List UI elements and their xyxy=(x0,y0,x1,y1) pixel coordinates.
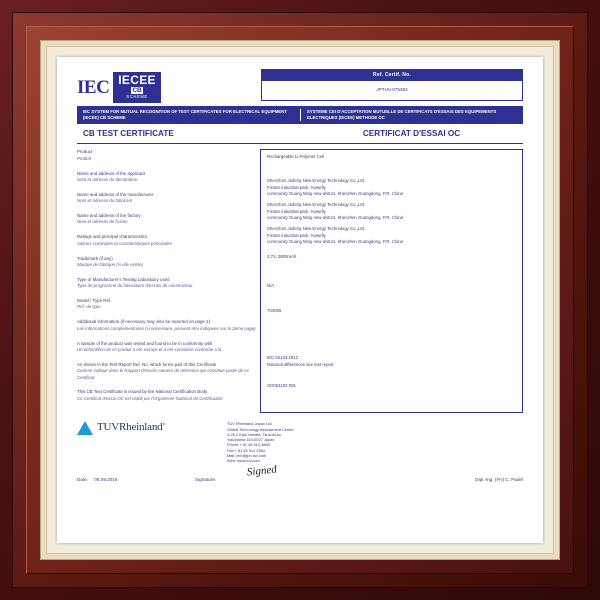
tuv-address-block xyxy=(227,420,523,463)
certificate-title-english: CB TEST CERTIFICATE xyxy=(83,129,174,139)
value-trademark: N/A xyxy=(267,283,275,289)
tuv-logo-text: TUVRheinland® xyxy=(97,421,166,434)
label-fr: Valeurs nominales et caracteristiques principales xyxy=(77,240,173,246)
label-fr: Nom et adresse du demandeur xyxy=(77,176,138,182)
certificate-header xyxy=(77,69,523,103)
label-fr: Comme indique dans le Rapport d'essais numero de reference qui constitue partie de ce Certificat xyxy=(77,368,249,380)
address-line: TUV Rheinland Japan Ltd. xyxy=(227,421,273,427)
label-en: A sample of the product was tested and found to be in conformity with xyxy=(77,340,213,346)
field-label-column xyxy=(77,149,260,413)
label-en: Additional information (if necessary may also be reported on page 2) xyxy=(77,319,211,325)
label-en: Trademark (if any) xyxy=(77,255,113,261)
certificate-title-french: CERTIFICAT D'ESSAI OC xyxy=(362,129,461,139)
scheme-banner-english: IEC SYSTEM FOR MUTUAL RECOGNITION OF TEST CERTIFICATES FOR ELECTRICAL EQUIPMENT (IECEE) CB SCHEME xyxy=(83,109,287,121)
ref-certificate-box xyxy=(261,69,523,101)
address-line: 4-25-2 Kita-Yamata, Tsuzuki-ku xyxy=(227,431,281,437)
certificate-title-row xyxy=(77,128,523,144)
certificate-body xyxy=(77,149,523,413)
label-en: Product xyxy=(77,149,93,155)
label-fr: Marque de fabrique (si elle existe) xyxy=(77,261,144,267)
field-label-manufacturer xyxy=(77,192,256,205)
tuv-rheinland-logo xyxy=(77,420,227,436)
address-line: Fax:+ 81 45 914 3984 xyxy=(227,447,265,453)
field-label-test-report xyxy=(77,362,256,381)
address-line: Yokohama 224-0027 Japan xyxy=(227,437,275,443)
label-fr: Les informations complementaires (si necessaire, peuvent etre indiquees sur la 2eme page) xyxy=(77,325,256,331)
signature-row xyxy=(77,463,523,484)
value-factory: Shenzhen Jiufeng New Energy Technology Co.,Ltd. Fiestar industrial park, Howefly community Guang Ming new district, Shenzhen Guangdong, P.R. China xyxy=(267,226,404,244)
field-label-model-type xyxy=(77,298,256,311)
issuer-note-fr: Ce Certificat d'essai OC est etabli par l'Organisme National de Certification xyxy=(77,395,223,401)
signature-label: Signature: xyxy=(195,477,216,483)
address-line: Global Technology Assessment Center xyxy=(227,426,294,432)
triangle-icon xyxy=(77,421,93,435)
iec-logo: IEC xyxy=(77,76,110,98)
registered-mark: ® xyxy=(162,421,166,427)
scheme-label: SCHEME xyxy=(126,94,148,100)
certificate-document xyxy=(77,69,523,531)
label-en: Type of Manufacturer's Testing Laboratory used xyxy=(77,276,170,282)
value-ratings: 3.7V, 2800mAh xyxy=(267,254,297,260)
field-label-applicant xyxy=(77,171,256,184)
label-en: Name and address of the factory xyxy=(77,213,141,219)
field-label-conformity xyxy=(77,341,256,354)
date-label: Date: xyxy=(77,477,88,483)
field-value-column xyxy=(260,149,523,413)
field-label-ratings xyxy=(77,234,256,247)
value-manufacturer: Shenzhen Jiufeng New Energy Technology Co.,Ltd. Fiestar industrial park, Howefly community Guang Ming new district, Shenzhen Guangdong, P.R. China xyxy=(267,202,404,220)
signature-image: Signed xyxy=(246,463,278,479)
field-label-factory xyxy=(77,213,256,226)
address-line: Mail: info@jpn.tuv.com xyxy=(227,452,267,458)
value-product: Rechargeable Li-Polymer Cell xyxy=(267,154,325,160)
ref-certificate-label: Ref. Certif. No. xyxy=(262,70,522,81)
logo-group xyxy=(77,69,261,103)
label-fr: Nom et adresse du fabricant xyxy=(77,198,133,204)
label-fr: Type de programme du laboratoire d'essais du constructeur xyxy=(77,283,193,289)
value-conformity: IEC 62133:2012 National differences see test report xyxy=(267,355,334,367)
field-label-additional-information xyxy=(77,319,256,332)
date-value: 08.09.2016 xyxy=(94,477,118,483)
ref-certificate-value: JPTUV-075383 xyxy=(376,87,408,93)
label-fr: Ref. de type xyxy=(77,304,101,310)
scheme-banner xyxy=(77,106,523,124)
signer-name: Dipl.-Ing. (FH) C. Padel xyxy=(475,477,523,483)
label-en: Ratings and principal characteristics xyxy=(77,234,148,240)
signature-field xyxy=(195,463,345,484)
date-field xyxy=(77,477,195,484)
issuer-note-en: This CB Test Certificate is issued by the National Certification Body xyxy=(77,389,208,395)
label-en: As shown in the Test Report Ref. No. which forms part of this Certificate xyxy=(77,361,217,367)
issuer-note xyxy=(77,389,256,402)
value-applicant: Shenzhen Jiufeng New Energy Technology Co.,Ltd. Fiestar industrial park, Howefly community Guang Ming new district, Shenzhen Guangdong, P.R. China xyxy=(267,178,404,196)
certificate-paper xyxy=(57,57,543,543)
address-line: Phone:+ 81 45 914 3888 xyxy=(227,442,270,448)
field-label-trademark xyxy=(77,256,256,269)
field-label-product xyxy=(77,149,256,162)
value-model-type: 704085 xyxy=(267,308,282,314)
label-fr: Un echantillon de ce produit a ete essaye et a ete considere conforme a la xyxy=(77,346,222,352)
scheme-banner-french: SYSTEME CEI D'ACCEPTATION MUTUELLE DE CERTIFICATS D'ESSAIS DES EQUIPEMENTS ELECTRIQUES (IECEE) METHODE OC xyxy=(300,109,523,121)
label-fr: Nom et adresse de l'usine xyxy=(77,219,128,225)
value-test-report: SO053102 001 xyxy=(267,383,296,389)
iecee-logo-text: IECEE xyxy=(118,73,156,87)
label-en: Name and address of the manufacturer xyxy=(77,191,154,197)
iecee-cb-scheme-logo xyxy=(113,72,161,103)
certificate-footer xyxy=(77,420,523,463)
field-label-testing-laboratory xyxy=(77,277,256,290)
cb-mark: CB xyxy=(132,87,142,95)
address-line: Web: www.tuv.com xyxy=(227,458,260,464)
label-en: Name and address of the applicant xyxy=(77,170,146,176)
label-en: Model / Type Ref. xyxy=(77,298,112,304)
label-fr: Produit xyxy=(77,155,91,161)
